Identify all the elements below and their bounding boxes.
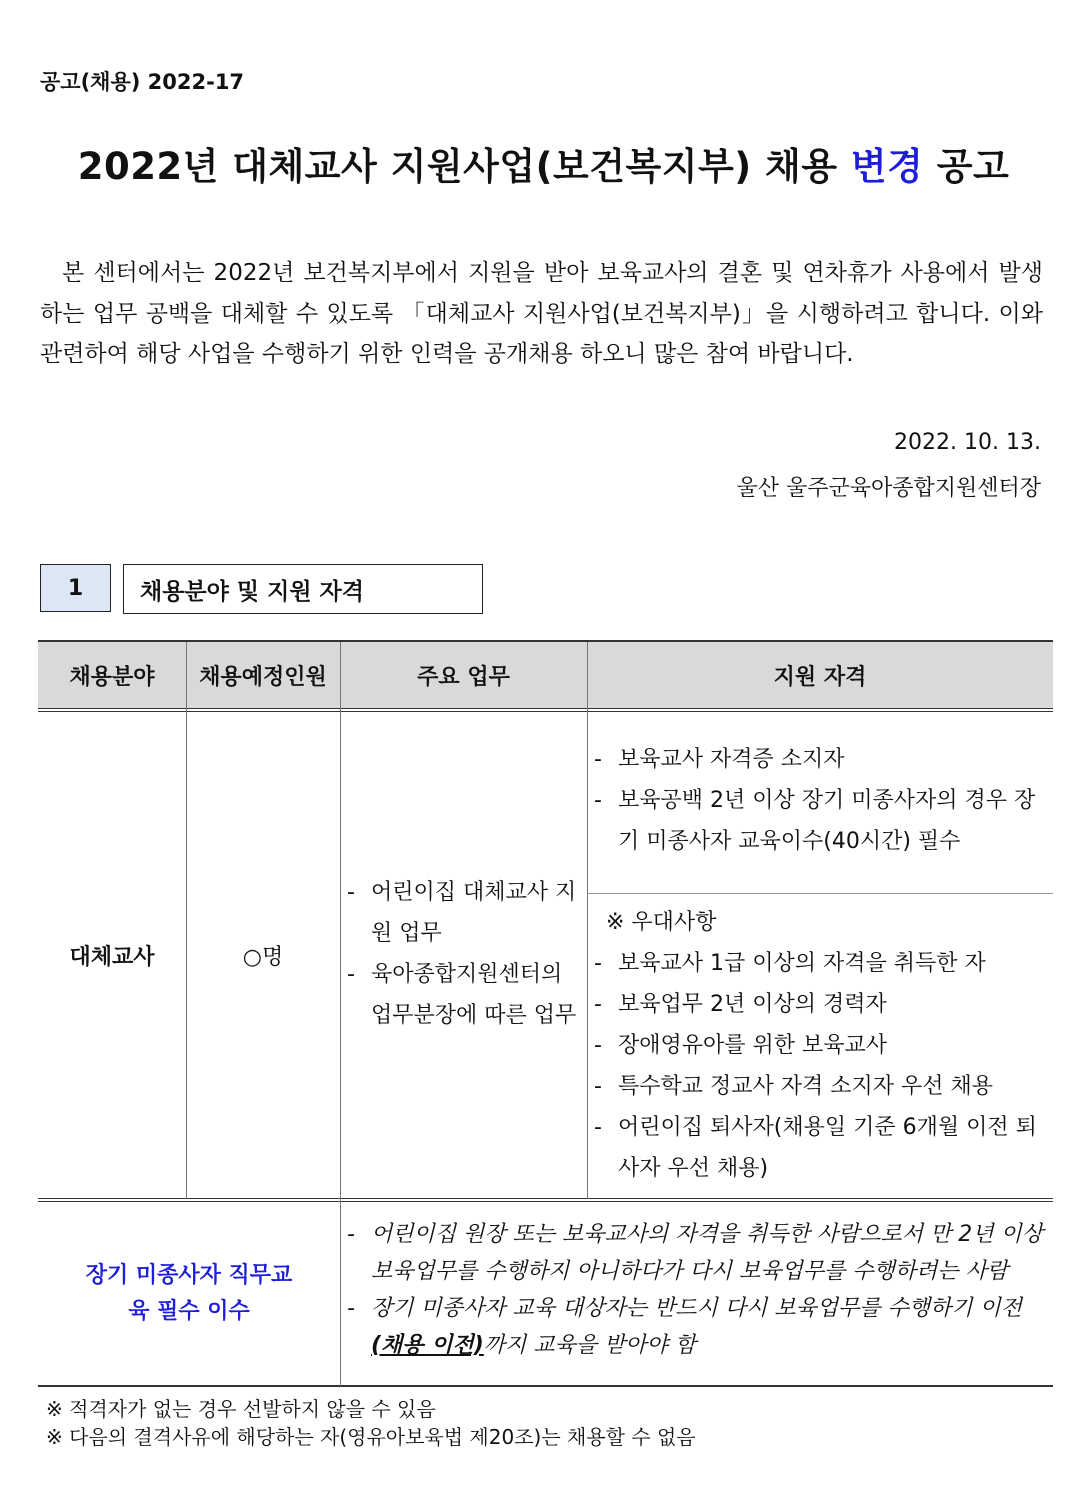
- section-title: 채용분야 및 지원 자격: [123, 564, 483, 614]
- organization-name: 울산 울주군육아종합지원센터장: [736, 476, 1041, 501]
- list-item: - 어린이집 원장 또는 보육교사의 자격을 취득한 사람으로서 만 2년 이상 보육업무를 수행하지 아니하다가 다시 보육업무를 수행하려는 사람: [347, 1222, 1043, 1284]
- mandatory-training-cell: 장기 미종사자 직무교육 필수 이수: [85, 1262, 293, 1324]
- list-item: - 특수학교 정교사 자격 소지자 우선 채용: [594, 1074, 993, 1099]
- page-title: [0, 136, 1087, 190]
- preferences-list: [590, 943, 1048, 1189]
- header-count: 채용예정인원: [199, 664, 327, 690]
- notice-date: 2022. 10. 13.: [894, 430, 1041, 455]
- list-item: - 보육공백 2년 이상 장기 미종사자의 경우 장기 미종사자 교육이수(40시간) 필수: [594, 788, 1036, 854]
- header-duties: 주요 업무: [417, 664, 510, 690]
- recruitment-table: [38, 640, 1053, 1388]
- intro-paragraph: [40, 253, 1043, 375]
- qualifications-list: [590, 739, 1048, 862]
- list-item: - 보육업무 2년 이상의 경력자: [594, 992, 887, 1017]
- list-item: - 육아종합지원센터의 업무분장에 따른 업무: [347, 962, 577, 1028]
- list-item: - 장애영유아를 위한 보육교사: [594, 1033, 888, 1058]
- header-field: 채용분야: [69, 664, 155, 690]
- section-number: 1: [40, 564, 111, 612]
- field-cell: 대체교사: [69, 944, 155, 970]
- note-1: ※ 적격자가 없는 경우 선발하지 않을 수 있음: [46, 1397, 436, 1421]
- intro-text: 본 센터에서는 2022년 보건복지부에서 지원을 받아 보육교사의 결혼 및 연차휴가 사용에서 발생하는 업무 공백을 대체할 수 있도록 「대체교사 지원사업(보건복지부)」을 시행하려고 합니다. 이와 관련하여 해당 사업을 수행하기 위한 인력을 공개채용 하오니 많은 참여 바랍니다.: [40, 260, 1043, 367]
- note-2: ※ 다음의 결격사유에 해당하는 자(영유아보육법 제20조)는 채용할 수 없음: [46, 1425, 696, 1449]
- title-highlight: 변경: [850, 145, 924, 188]
- list-item: - 어린이집 대체교사 지원 업무: [347, 880, 577, 946]
- duties-list: [343, 872, 583, 1036]
- title-main: 2022년 대체교사 지원사업(보건복지부) 채용: [77, 145, 838, 188]
- notice-number: 공고(채용) 2022-17: [40, 70, 245, 94]
- count-cell: ○명: [242, 944, 284, 970]
- preference-title: ※ 우대사항: [606, 910, 717, 935]
- list-item: - 장기 미종사자 교육 대상자는 반드시 다시 보육업무를 수행하기 이전 (채용 이전)까지 교육을 받아야 함: [347, 1296, 1023, 1358]
- list-item: - 보육교사 1급 이상의 자격을 취득한 자: [594, 951, 986, 976]
- list-item: - 보육교사 자격증 소지자: [594, 747, 845, 772]
- mandatory-training-list: [343, 1216, 1048, 1364]
- list-item: - 어린이집 퇴사자(채용일 기준 6개월 이전 퇴사자 우선 채용): [594, 1115, 1037, 1181]
- emphasis-text: (채용 이전): [371, 1333, 484, 1358]
- header-qualifications: 지원 자격: [773, 664, 867, 690]
- title-suffix: 공고: [936, 145, 1010, 188]
